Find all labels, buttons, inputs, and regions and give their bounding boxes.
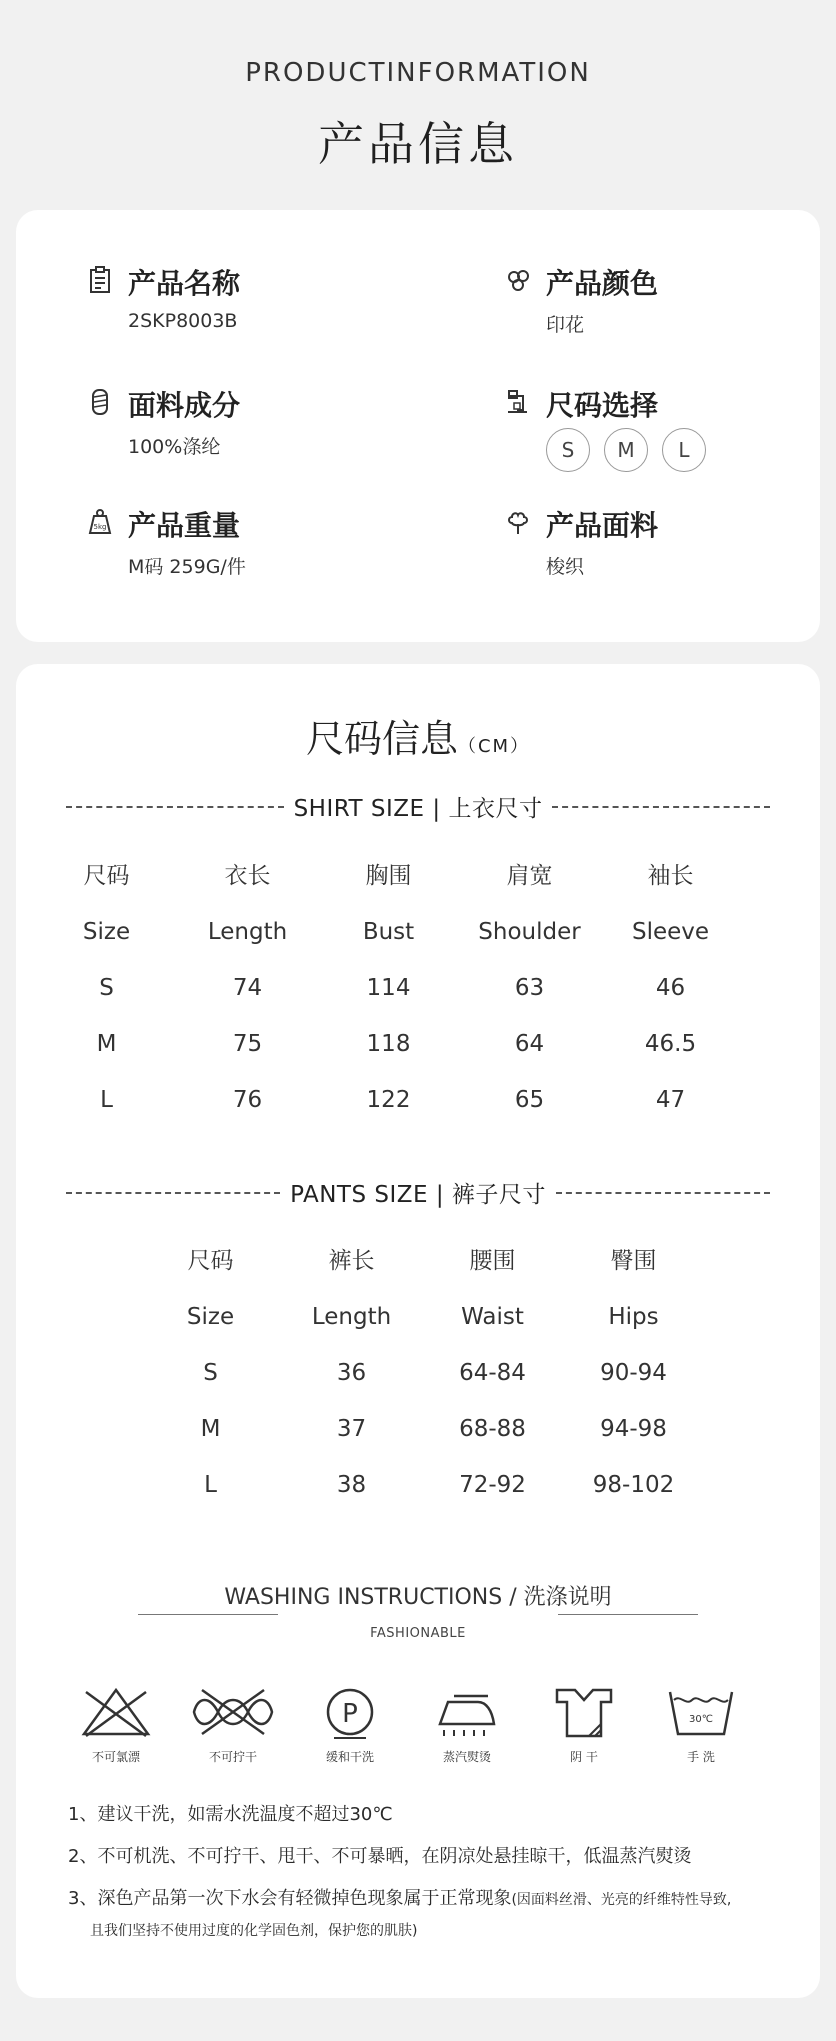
cotton-icon	[506, 508, 530, 536]
table-header-cn: 袖长	[647, 863, 694, 889]
table-header-cn: 尺码	[187, 1248, 234, 1274]
wash-note-3-detail: (因面料丝滑、光亮的纤维特性导致,	[511, 1892, 732, 1908]
composition-value: 100%涤纶	[128, 436, 221, 458]
wash-note-2: 2、不可机洗、不可拧干、甩干、不可暴晒，在阴凉处悬挂晾干，低温蒸汽熨烫	[68, 1846, 692, 1867]
table-header-en: Hips	[608, 1304, 659, 1330]
shade-dry-icon	[551, 1684, 617, 1740]
size-info-card	[16, 664, 820, 1998]
size-options	[546, 428, 706, 472]
table-cell: 114	[366, 975, 411, 1001]
table-cell: L	[100, 1087, 113, 1113]
product-color-value: 印花	[546, 314, 585, 336]
table-cell: 76	[232, 1087, 263, 1113]
product-color-label: 产品颜色	[546, 267, 659, 300]
svg-text:P: P	[342, 1699, 358, 1729]
sewing-machine-icon	[506, 388, 530, 416]
table-cell: 37	[336, 1416, 367, 1442]
steam-iron-icon	[432, 1684, 502, 1740]
table-header-cn: 臀围	[610, 1248, 657, 1274]
clipboard-icon	[88, 266, 112, 294]
care-label: 手 洗	[687, 1750, 715, 1764]
table-cell: 64	[514, 1031, 545, 1057]
gentle-dry-clean-icon	[320, 1684, 380, 1740]
table-header-en: Waist	[461, 1304, 524, 1330]
care-item-hand-wash	[641, 1684, 761, 1765]
table-cell: 46	[655, 975, 686, 1001]
product-name-label: 产品名称	[128, 267, 241, 300]
table-header-en: Size	[186, 1304, 235, 1330]
care-label: 不可拧干	[208, 1750, 257, 1764]
washing-subtitle: FASHIONABLE	[370, 1626, 466, 1641]
table-header-cn: 尺码	[83, 863, 130, 889]
table-cell: 122	[366, 1087, 411, 1113]
table-header-en: Length	[207, 919, 288, 945]
svg-text:5kg: 5kg	[93, 523, 107, 531]
table-cell: 98-102	[592, 1472, 675, 1498]
page-header	[0, 0, 836, 200]
care-label: 缓和干洗	[325, 1750, 374, 1764]
size-info-title	[16, 708, 820, 763]
size-info-unit: （CM）	[457, 736, 531, 757]
washing-title: WASHING INSTRUCTIONS / 洗涤说明	[224, 1585, 612, 1610]
washing-rule-left	[138, 1614, 278, 1615]
table-cell: 64-84	[459, 1360, 526, 1386]
wash-note-1: 1、建议干洗，如需水洗温度不超过30℃	[68, 1804, 393, 1825]
table-cell: 74	[232, 975, 263, 1001]
table-header-cn: 胸围	[365, 863, 412, 889]
table-cell: 46.5	[644, 1031, 697, 1057]
table-cell: 118	[366, 1031, 411, 1057]
palette-icon	[506, 266, 530, 294]
table-header-cn: 腰围	[469, 1248, 516, 1274]
fabric-value: 梭织	[546, 556, 585, 578]
hand-wash-icon	[666, 1684, 736, 1740]
no-bleach-icon	[78, 1684, 154, 1740]
table-cell: 90-94	[600, 1360, 667, 1386]
size-option-s[interactable]: S	[546, 428, 590, 472]
shirt-size-divider	[66, 790, 770, 823]
table-cell: S	[203, 1360, 218, 1386]
table-cell: 47	[655, 1087, 686, 1113]
title-en: PRODUCTINFORMATION	[245, 58, 591, 88]
no-wring-icon	[188, 1684, 278, 1740]
size-select-label: 尺码选择	[546, 389, 659, 422]
table-cell: S	[99, 975, 114, 1001]
weight-icon	[88, 508, 112, 536]
weight-label: 产品重量	[128, 509, 241, 542]
fabric-label: 产品面料	[546, 509, 659, 542]
pants-size-heading: PANTS SIZE | 裤子尺寸	[290, 1182, 546, 1208]
care-item-shade-dry	[524, 1684, 644, 1765]
shirt-size-heading: SHIRT SIZE | 上衣尺寸	[293, 796, 543, 822]
pants-size-divider	[66, 1176, 770, 1209]
table-header-en: Sleeve	[631, 919, 710, 945]
care-label: 阴 干	[570, 1750, 598, 1764]
pants-size-table	[140, 1233, 704, 1513]
table-cell: 68-88	[459, 1416, 526, 1442]
weight-value: M码 259G/件	[128, 556, 246, 578]
table-cell: 65	[514, 1087, 545, 1113]
care-label: 蒸汽熨烫	[442, 1750, 491, 1764]
table-cell: M	[200, 1416, 221, 1442]
composition-label: 面料成分	[128, 389, 241, 422]
wash-note-3-text: 3、深色产品第一次下水会有轻微掉色现象属于正常现象	[68, 1888, 512, 1909]
care-label: 不可氯漂	[91, 1750, 140, 1764]
size-info-title-text: 尺码信息	[305, 717, 458, 761]
table-cell: 72-92	[459, 1472, 526, 1498]
table-cell: M	[96, 1031, 117, 1057]
table-header-en: Size	[82, 919, 131, 945]
table-cell: 63	[514, 975, 545, 1001]
table-cell: 36	[336, 1360, 367, 1386]
table-header-en: Bust	[362, 919, 415, 945]
care-item-steam-iron	[407, 1684, 527, 1765]
table-cell: 38	[336, 1472, 367, 1498]
care-item-no-bleach	[56, 1684, 176, 1765]
table-header-cn: 裤长	[328, 1248, 375, 1274]
wash-note-3	[68, 1886, 731, 1913]
table-header-en: Shoulder	[478, 919, 581, 945]
size-option-m[interactable]: M	[604, 428, 648, 472]
table-header-cn: 衣长	[224, 863, 271, 889]
washing-rule-right	[558, 1614, 698, 1615]
wash-note-3-continued: 且我们坚持不使用过度的化学固色剂，保护您的肌肤)	[90, 1923, 418, 1939]
product-name-value: 2SKP8003B	[128, 310, 238, 332]
yarn-spool-icon	[88, 388, 112, 416]
product-info-card	[16, 210, 820, 642]
shirt-size-table	[36, 848, 740, 1128]
table-cell: 94-98	[600, 1416, 667, 1442]
size-option-l[interactable]: L	[662, 428, 706, 472]
table-cell: L	[204, 1472, 217, 1498]
care-item-gentle-dry-clean	[290, 1684, 410, 1765]
care-item-no-wring	[173, 1684, 293, 1765]
table-cell: 75	[232, 1031, 263, 1057]
table-header-en: Length	[311, 1304, 392, 1330]
table-header-cn: 肩宽	[506, 863, 553, 889]
svg-text:30℃: 30℃	[689, 1714, 713, 1725]
title-cn: 产品信息	[318, 117, 518, 171]
